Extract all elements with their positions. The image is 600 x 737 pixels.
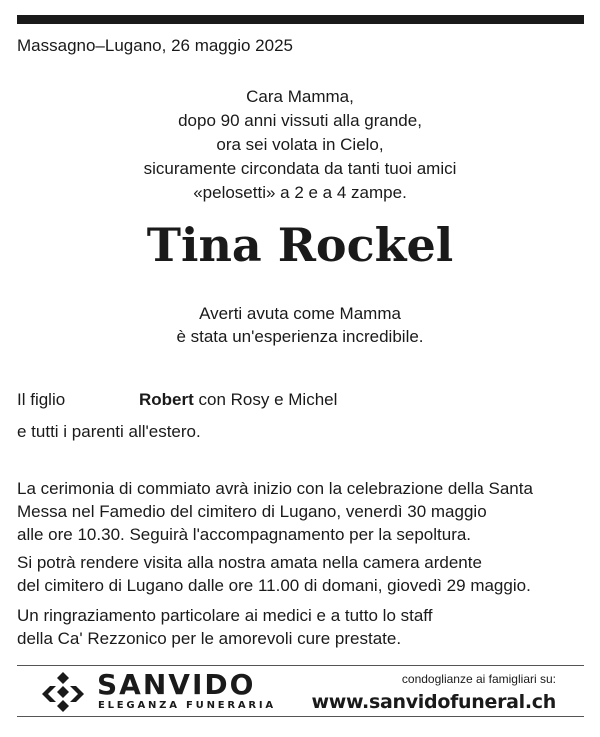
place-date: Massagno–Lugano, 26 maggio 2025	[17, 36, 293, 55]
diamond-chevron-logo-icon	[40, 670, 86, 714]
family-role: Il figlio	[17, 390, 66, 409]
footer-rule-top	[17, 665, 584, 666]
poem-line: ora sei volata in Cielo,	[216, 135, 384, 154]
family-relatives: e tutti i parenti all'estero.	[17, 422, 201, 441]
family-son-row	[17, 384, 587, 416]
ceremony-line: La cerimonia di commiato avrà inizio con la celebrazione della Santa	[17, 479, 533, 498]
poem-line: sicuramente circondata da tanti tuoi amici	[143, 159, 457, 178]
dedication-line: Averti avuta come Mamma	[199, 304, 401, 323]
logo-name: SANVIDO	[97, 668, 256, 701]
visit-line: Si potrà rendere visita alla nostra amata nella camera ardente	[17, 553, 482, 572]
dedication	[0, 302, 600, 348]
ceremony-line: alle ore 10.30. Seguirà l'accompagnamento per la sepoltura.	[17, 525, 472, 544]
website-link[interactable]: www.sanvidofuneral.ch	[311, 691, 556, 713]
deceased-name: Tina Rockel	[146, 218, 454, 272]
visit-paragraph	[17, 551, 587, 597]
footer-rule-bottom	[17, 716, 584, 717]
poem-line: Cara Mamma,	[246, 87, 354, 106]
sanvido-logo	[40, 670, 300, 714]
logo-tagline: ELEGANZA FUNERARIA	[98, 700, 276, 711]
visit-line: del cimitero di Lugano dalle ore 11.00 di domani, giovedì 29 maggio.	[17, 576, 531, 595]
poem-line: dopo 90 anni vissuti alla grande,	[178, 111, 422, 130]
family-section	[17, 384, 587, 448]
ceremony-paragraph	[17, 477, 587, 546]
family-relatives-row	[17, 416, 587, 448]
poem-line: «pelosetti» a 2 e a 4 zampe.	[193, 183, 407, 202]
thanks-paragraph	[17, 604, 587, 650]
son-companions: con Rosy e Michel	[193, 390, 338, 409]
thanks-line: Un ringraziamento particolare ai medici e a tutto lo staff	[17, 606, 433, 625]
son-name: Robert	[139, 390, 194, 409]
dedication-line: è stata un'esperienza incredibile.	[176, 327, 424, 346]
ceremony-line: Messa nel Famedio del cimitero di Lugano, venerdì 30 maggio	[17, 502, 487, 521]
poem	[0, 85, 600, 205]
family-names	[139, 384, 337, 416]
top-rule	[17, 15, 584, 24]
thanks-line: della Ca' Rezzonico per le amorevoli cure prestate.	[17, 629, 402, 648]
condolences-label: condoglianze ai famigliari su:	[401, 672, 556, 686]
